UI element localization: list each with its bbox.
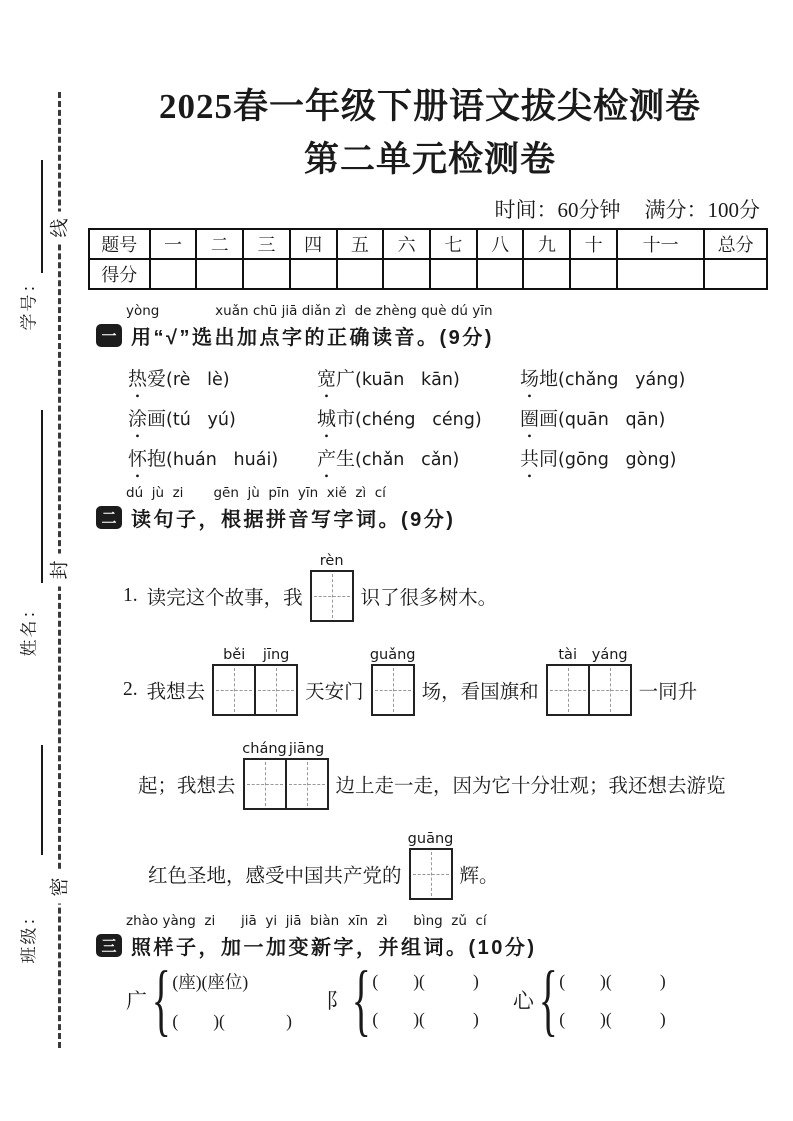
item-number: 1. — [123, 585, 138, 606]
section-1-header — [96, 305, 494, 350]
score-cell[interactable] — [196, 259, 243, 289]
class-label: 班级： — [19, 906, 39, 964]
section-2-title: 读句子，根据拼音写字词。(9分) — [131, 509, 456, 531]
item-number: 2. — [123, 679, 138, 700]
example-answer: (座)(座位) — [172, 971, 249, 992]
score-cell[interactable] — [150, 259, 197, 289]
writing-box[interactable] — [254, 647, 298, 716]
dotted-char: 涂 — [128, 409, 148, 430]
radical-group-guang — [126, 956, 292, 1044]
section-2-header — [96, 487, 455, 532]
seal-char-mi: 密 — [49, 870, 72, 903]
pinyin-options[interactable]: (tú yú) — [166, 410, 236, 430]
brace-glyph: { — [151, 956, 171, 1044]
pinyin-hint: jiāng — [288, 741, 325, 757]
score-cell[interactable] — [430, 259, 477, 289]
student-id-label: 学号： — [19, 273, 39, 331]
writing-box[interactable] — [212, 647, 256, 716]
score-cell[interactable] — [290, 259, 337, 289]
word-item[interactable]: 场地(chǎng yáng) — [520, 364, 685, 404]
score-cell[interactable] — [617, 259, 704, 289]
brace-glyph: { — [351, 956, 371, 1044]
score-cell[interactable] — [523, 259, 570, 289]
pinyin-hint: běi — [223, 647, 246, 663]
pinyin-options[interactable]: (chéng céng) — [355, 410, 482, 430]
pinyin-hint: rèn — [319, 553, 344, 569]
score-cell[interactable] — [243, 259, 290, 289]
word-item[interactable]: 共同(gōng gòng) — [520, 444, 685, 484]
writing-box[interactable] — [407, 831, 454, 900]
word-item[interactable]: 涂画(tú yú) — [128, 404, 317, 444]
answer-blank[interactable]: ( )( ) — [172, 1010, 292, 1031]
pinyin-hint: tài — [558, 647, 577, 663]
writing-box[interactable] — [369, 647, 416, 716]
dotted-char: 城 — [317, 409, 337, 430]
score-cell[interactable] — [570, 259, 617, 289]
seal-char-feng: 封 — [49, 553, 72, 586]
pinyin-hint: yáng — [591, 647, 628, 663]
header-cell: 题号 — [89, 229, 150, 259]
section-3-groups — [126, 956, 666, 1044]
header-cell: 总分 — [704, 229, 767, 259]
question-2-2-line-3: 红色圣地，感受中国共产党的 guāng 辉。 — [148, 846, 499, 902]
header-cell: 八 — [477, 229, 524, 259]
section-3-pinyin: zhào yàng zi jiā yi jiā biàn xīn zì bìng zǔ cí — [126, 913, 487, 929]
question-2-1: 1. 读完这个故事，我 rèn 识了很多树木。 — [123, 568, 497, 624]
dotted-char: 怀 — [128, 449, 148, 470]
exam-title: 2025春一年级下册语文拔尖检测卷 — [158, 87, 701, 126]
score-table-header-row — [89, 229, 767, 259]
dotted-char: 共 — [520, 449, 540, 470]
score-table — [88, 228, 768, 290]
word-item[interactable]: 宽广(kuān kān) — [317, 364, 520, 404]
exam-meta — [495, 194, 761, 224]
pinyin-hint: jīng — [262, 647, 290, 663]
seal-margin — [0, 0, 90, 1121]
answer-blank[interactable]: ( )( ) — [372, 970, 479, 991]
radical-group-fu — [325, 956, 479, 1044]
student-id-blank[interactable] — [41, 160, 43, 273]
header-cell: 十一 — [617, 229, 704, 259]
dotted-char: 圈 — [520, 409, 540, 430]
pinyin-hint: cháng — [242, 741, 287, 757]
pinyin-options[interactable]: (rè lè) — [166, 370, 230, 390]
word-item[interactable]: 圈画(quān qān) — [520, 404, 685, 444]
full-score: 满分：100分 — [644, 198, 760, 222]
word-item[interactable]: 城市(chéng céng) — [317, 404, 520, 444]
word-item[interactable]: 怀抱(huán huái) — [128, 444, 317, 484]
answer-blank[interactable]: ( )( ) — [559, 1008, 666, 1029]
header-cell: 五 — [337, 229, 384, 259]
name-label: 姓名： — [19, 599, 39, 657]
answer-blank[interactable]: ( )( ) — [372, 1008, 479, 1029]
section-1-title: 用“√”选出加点字的正确读音。(9分) — [131, 327, 494, 349]
time-limit: 时间：60分钟 — [494, 198, 621, 222]
writing-box[interactable] — [546, 647, 590, 716]
pinyin-options[interactable]: (chǎng yáng) — [558, 370, 686, 390]
pinyin-options[interactable]: (huán huái) — [166, 450, 279, 470]
header-cell: 十 — [570, 229, 617, 259]
section-1-word-list — [128, 364, 685, 484]
score-cell[interactable] — [383, 259, 430, 289]
writing-box[interactable] — [310, 553, 354, 622]
dotted-char: 热 — [128, 369, 148, 390]
pinyin-hint: guāng — [407, 831, 454, 847]
word-item[interactable]: 热爱(rè lè) — [128, 364, 317, 404]
pinyin-options[interactable]: (chǎn cǎn) — [355, 450, 460, 470]
writing-box[interactable] — [242, 741, 287, 810]
pinyin-options[interactable]: (kuān kān) — [355, 370, 460, 390]
radical-group-xin — [512, 956, 666, 1044]
dotted-char: 宽 — [317, 369, 337, 390]
score-row-label: 得分 — [89, 259, 150, 289]
header-cell: 一 — [150, 229, 197, 259]
answer-blank[interactable]: ( )( ) — [559, 970, 666, 991]
score-cell[interactable] — [477, 259, 524, 289]
score-cell[interactable] — [704, 259, 767, 289]
score-cell[interactable] — [337, 259, 384, 289]
radical-char: 广 — [126, 989, 147, 1013]
section-2-number-icon: 二 — [96, 506, 122, 529]
radical-char: 心 — [512, 989, 534, 1013]
word-item[interactable]: 产生(chǎn cǎn) — [317, 444, 520, 484]
score-table-score-row — [89, 259, 767, 289]
section-3-number-icon: 三 — [96, 934, 122, 957]
writing-box[interactable] — [285, 741, 329, 810]
dotted-char: 场 — [520, 369, 540, 390]
writing-box[interactable] — [588, 647, 632, 716]
seal-char-xian: 线 — [49, 211, 72, 244]
exam-subtitle: 第二单元检测卷 — [303, 140, 556, 179]
header-cell: 七 — [430, 229, 477, 259]
radical-char: 阝 — [325, 989, 347, 1013]
dotted-char: 产 — [317, 449, 337, 470]
section-1-number-icon: 一 — [96, 324, 122, 347]
header-cell: 四 — [290, 229, 337, 259]
section-3-header — [96, 915, 537, 960]
header-cell: 二 — [196, 229, 243, 259]
class-blank[interactable] — [41, 745, 43, 855]
section-2-pinyin: dú jù zi gēn jù pīn yīn xiě zì cí — [126, 485, 386, 501]
header-cell: 九 — [523, 229, 570, 259]
name-blank[interactable] — [41, 410, 43, 583]
header-cell: 六 — [383, 229, 430, 259]
section-3-title: 照样子，加一加变新字，并组词。(10分) — [131, 937, 537, 959]
section-1-pinyin: yòng xuǎn chū jiā diǎn zì de zhèng què dú yīn — [126, 303, 493, 319]
brace-glyph: { — [538, 956, 558, 1044]
pinyin-options[interactable]: (gōng gòng) — [558, 450, 677, 470]
header-cell: 三 — [243, 229, 290, 259]
question-2-2-line-1: 2. 我想去 běi jīng 天安门 guǎng 场，看国旗和 tài yáng 一同升 — [123, 662, 697, 718]
question-2-2-line-2: 起；我想去 cháng jiāng 边上走一走，因为它十分壮观；我还想去游览 — [138, 756, 726, 812]
pinyin-options[interactable]: (quān qān) — [558, 410, 666, 430]
exam-content — [90, 0, 770, 1121]
pinyin-hint: guǎng — [369, 647, 416, 663]
